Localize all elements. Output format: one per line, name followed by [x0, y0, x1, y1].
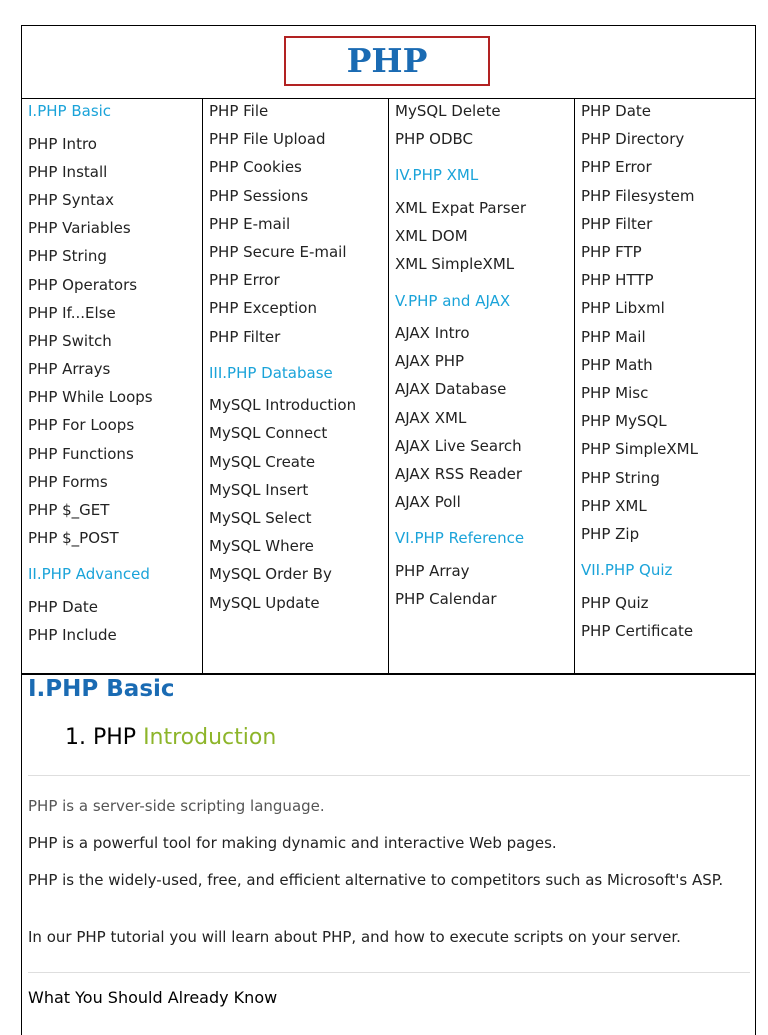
index-link[interactable]: XML Expat Parser: [395, 199, 527, 217]
index-link[interactable]: PHP If...Else: [28, 304, 116, 322]
index-link[interactable]: PHP Switch: [28, 332, 112, 350]
index-link[interactable]: PHP Functions: [28, 445, 134, 463]
index-section-heading: IV.PHP XML: [395, 166, 479, 184]
index-link[interactable]: PHP Libxml: [581, 299, 665, 317]
index-link[interactable]: PHP File Upload: [209, 130, 326, 148]
index-table: [22, 99, 755, 675]
index-link[interactable]: XML DOM: [395, 227, 468, 245]
index-link[interactable]: AJAX Intro: [395, 324, 470, 342]
index-column-3: [389, 99, 575, 673]
index-link[interactable]: PHP FTP: [581, 243, 642, 261]
index-link[interactable]: MySQL Connect: [209, 424, 328, 442]
divider: [28, 972, 750, 973]
index-link[interactable]: PHP Calendar: [395, 590, 497, 608]
index-link[interactable]: PHP For Loops: [28, 416, 135, 434]
index-link[interactable]: PHP Arrays: [28, 360, 111, 378]
index-link[interactable]: PHP HTTP: [581, 271, 654, 289]
index-link[interactable]: AJAX PHP: [395, 352, 465, 370]
index-link[interactable]: PHP MySQL: [581, 412, 667, 430]
index-link[interactable]: MySQL Update: [209, 594, 320, 612]
index-link[interactable]: PHP Error: [209, 271, 280, 289]
index-link[interactable]: PHP Cookies: [209, 158, 302, 176]
index-link[interactable]: AJAX Database: [395, 380, 507, 398]
index-link[interactable]: PHP Zip: [581, 525, 640, 543]
index-section-heading: II.PHP Advanced: [28, 565, 150, 583]
index-link[interactable]: PHP Misc: [581, 384, 649, 402]
index-link[interactable]: PHP Date: [28, 598, 98, 616]
index-link[interactable]: MySQL Order By: [209, 565, 332, 583]
index-link[interactable]: PHP SimpleXML: [581, 440, 698, 458]
index-link[interactable]: AJAX RSS Reader: [395, 465, 523, 483]
subtitle-accent: Introduction: [143, 725, 277, 750]
index-column-1: [22, 99, 203, 673]
index-link[interactable]: MySQL Insert: [209, 481, 309, 499]
index-link[interactable]: PHP $_POST: [28, 529, 119, 547]
index-link[interactable]: MySQL Introduction: [209, 396, 357, 414]
paragraph: PHP is a powerful tool for making dynamic and interactive Web pages.: [28, 834, 557, 852]
index-link[interactable]: PHP File: [209, 102, 269, 120]
index-link[interactable]: PHP Intro: [28, 135, 97, 153]
index-link[interactable]: PHP Secure E-mail: [209, 243, 347, 261]
index-link[interactable]: PHP Forms: [28, 473, 108, 491]
index-link[interactable]: XML SimpleXML: [395, 255, 515, 273]
index-section-heading: III.PHP Database: [209, 364, 333, 382]
index-link[interactable]: PHP Directory: [581, 130, 685, 148]
index-link[interactable]: PHP Filesystem: [581, 187, 695, 205]
index-link[interactable]: MySQL Where: [209, 537, 314, 555]
index-link[interactable]: MySQL Create: [209, 453, 316, 471]
index-link[interactable]: PHP Syntax: [28, 191, 114, 209]
paragraph: PHP is a server-side scripting language.: [28, 797, 325, 815]
section-title: I.PHP Basic: [28, 676, 175, 702]
index-link[interactable]: MySQL Delete: [395, 102, 501, 120]
index-link[interactable]: PHP XML: [581, 497, 647, 515]
index-link[interactable]: PHP While Loops: [28, 388, 153, 406]
index-link[interactable]: PHP String: [581, 469, 660, 487]
index-link[interactable]: PHP Operators: [28, 276, 138, 294]
index-link[interactable]: PHP String: [28, 247, 107, 265]
index-link[interactable]: AJAX XML: [395, 409, 467, 427]
index-section-heading: VI.PHP Reference: [395, 529, 525, 547]
paragraph: In our PHP tutorial you will learn about PHP, and how to execute scripts on your server.: [28, 928, 681, 946]
index-link[interactable]: PHP Filter: [581, 215, 653, 233]
know-heading: What You Should Already Know: [28, 988, 278, 1007]
divider: [28, 775, 750, 776]
index-link[interactable]: PHP Install: [28, 163, 108, 181]
index-link[interactable]: PHP ODBC: [395, 130, 473, 148]
index-link[interactable]: AJAX Live Search: [395, 437, 522, 455]
index-link[interactable]: PHP Math: [581, 356, 653, 374]
index-link[interactable]: PHP Sessions: [209, 187, 309, 205]
index-link[interactable]: PHP Filter: [209, 328, 281, 346]
index-link[interactable]: PHP Certificate: [581, 622, 694, 640]
page-title: PHP: [346, 41, 428, 80]
index-section-heading: I.PHP Basic: [28, 102, 112, 120]
index-column-2: [203, 99, 389, 673]
index-link[interactable]: PHP $_GET: [28, 501, 110, 519]
subtitle-number: 1. PHP: [65, 725, 137, 750]
index-link[interactable]: PHP Array: [395, 562, 470, 580]
index-link[interactable]: PHP Mail: [581, 328, 646, 346]
index-link[interactable]: PHP Error: [581, 158, 652, 176]
title-box: [284, 36, 490, 86]
index-link[interactable]: PHP Quiz: [581, 594, 649, 612]
paragraph: PHP is the widely-used, free, and efficient alternative to competitors such as Microsoft's ASP.: [28, 871, 724, 889]
index-link[interactable]: PHP Exception: [209, 299, 317, 317]
index-link[interactable]: PHP Date: [581, 102, 651, 120]
section-subtitle: [65, 725, 276, 750]
index-link[interactable]: AJAX Poll: [395, 493, 461, 511]
index-column-4: [575, 99, 755, 673]
title-row: [22, 26, 755, 99]
index-link[interactable]: PHP Include: [28, 626, 117, 644]
index-section-heading: V.PHP and AJAX: [395, 292, 511, 310]
index-link[interactable]: PHP Variables: [28, 219, 131, 237]
index-link[interactable]: MySQL Select: [209, 509, 312, 527]
index-section-heading: VII.PHP Quiz: [581, 561, 673, 579]
index-link[interactable]: PHP E-mail: [209, 215, 291, 233]
